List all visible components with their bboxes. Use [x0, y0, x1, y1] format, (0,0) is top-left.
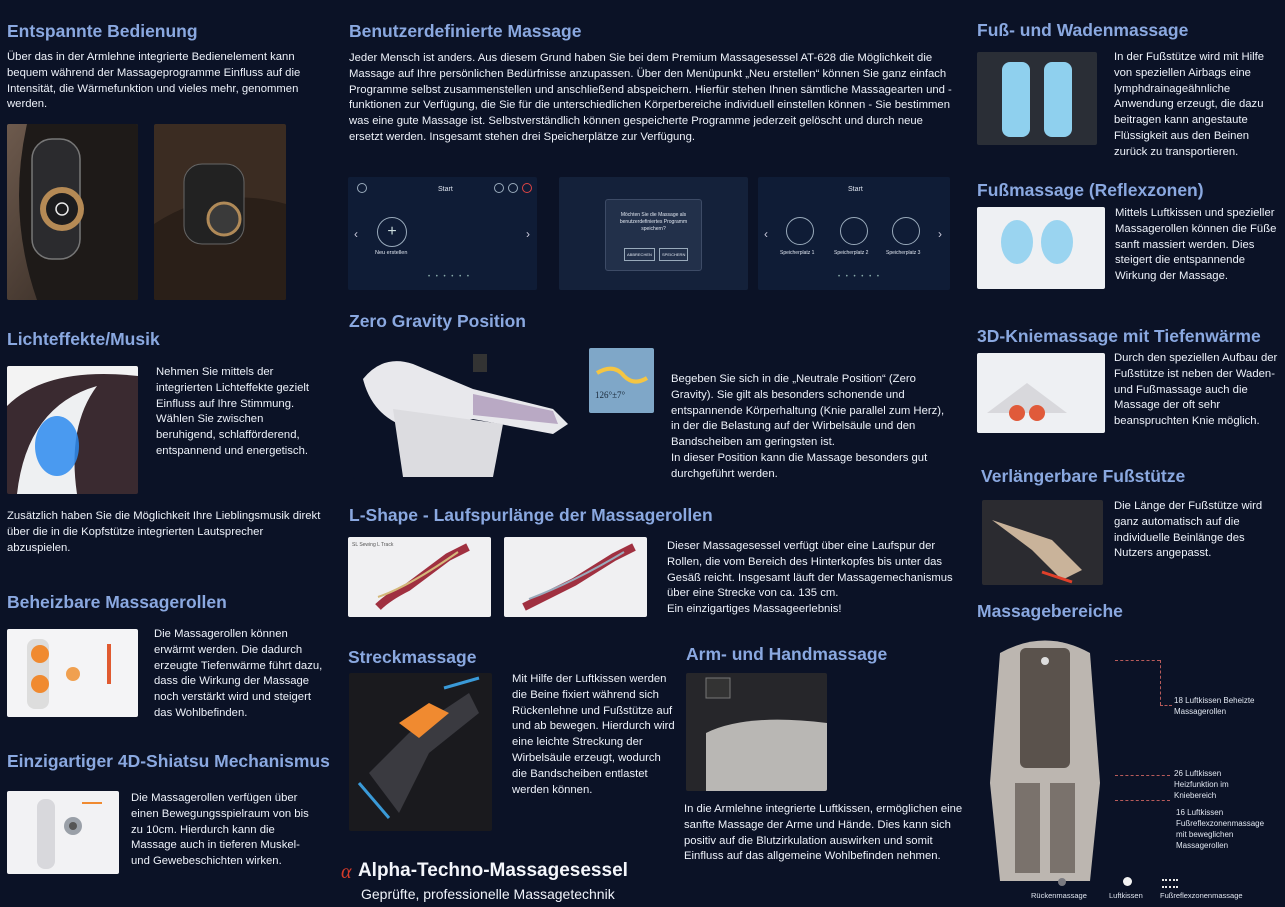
- power-icon: [522, 183, 532, 193]
- zero-text-1: Begeben Sie sich in die „Neutrale Position“ (Zero Gravity). Sie gilt als besonders schonende und entspannende Körperhaltung (Knie parallel zum Herz), in der die Belastung auf der Wirbelsäule und den Bandscheiben am geringsten ist.: [671, 373, 945, 449]
- light-effect-image: [7, 366, 138, 494]
- arm-text: In die Armlehne integrierte Luftkissen, ermöglichen eine sanfte Massage der Arme und Hände. Dies kann sich positiv auf die Blutzirkulation auswirken und somit Einfluss auf das allgemeine Wohlbefinden nehmen.: [684, 803, 963, 863]
- next-arrow-icon: ›: [526, 227, 530, 241]
- lshape-text: [667, 539, 967, 618]
- lshape-highlight: Ein einzigartiges Massageerlebnis!: [667, 603, 842, 616]
- fuss-waden-title: Fuß- und Wadenmassage: [977, 20, 1189, 40]
- dialog-cancel-button[interactable]: ABBRECHEN: [624, 248, 655, 261]
- beheizbar-title: Beheizbare Massagerollen: [7, 592, 227, 612]
- slot-3-label: Speicherplatz 3: [886, 250, 921, 256]
- ui-screen-new: [348, 177, 537, 290]
- slot-1-label: Speicherplatz 1: [780, 250, 815, 256]
- entspannte-text: Über das in der Armlehne integrierte Bedienelement kann bequem während der Massageprogramme Einfluss auf die Intensität, die Wärmefunktion und vieles mehr, genommen werden.: [7, 51, 301, 111]
- foot-calf-image: [977, 52, 1097, 145]
- reflex-title: Fußmassage (Reflexzonen): [977, 180, 1204, 200]
- shiatsu-text: Die Massagerollen verfügen über einen Bewegungsspielraum von bis zu 10cm. Hierdurch kann die Massage auch in tieferen Muskel- und Gewebeschichten wirken.: [131, 792, 309, 868]
- stretch-massage-image: [349, 673, 492, 831]
- airbag-dot-icon: [1123, 877, 1132, 886]
- back-massage-dot-icon: [1058, 878, 1066, 886]
- ui-screen-slots: [758, 177, 950, 290]
- reflex-text: Mittels Luftkissen und spezieller Massagerollen können die Füße sanft massiert werden. Dies steigert die entspannende Wirkung der Massage.: [1115, 207, 1277, 283]
- benutzer-title: Benutzerdefinierte Massage: [349, 21, 582, 41]
- l-track-label: SL Sewing L Track: [352, 542, 394, 548]
- dialog-text: Möchten Sie die Massage als benutzerdefiniertes Programm speichern?: [619, 212, 688, 232]
- foot-reflex-icon: [1162, 879, 1178, 888]
- callout-line: [1160, 660, 1161, 705]
- brand-tagline: Geprüfte, professionelle Massagetechnik: [361, 886, 615, 902]
- zero-text-2: In dieser Position kann die Massage besonders gut durchgeführt werden.: [671, 451, 928, 480]
- fuss-waden-text: In der Fußstütze wird mit Hilfe von speziellen Airbags eine lymphdrainageähnliche Anwendung erzeugt, die dazu beitragen kann angestaute Flüssigkeit aus den Beinen zurück zu transportieren.: [1114, 51, 1265, 158]
- remote-control-image-2: [154, 124, 286, 300]
- zero-angle: 126°±7°: [595, 390, 626, 400]
- knie-title: 3D-Kniemassage mit Tiefenwärme: [977, 326, 1261, 346]
- page-dots: • • • • • •: [838, 274, 881, 280]
- callout-line: [1160, 705, 1172, 706]
- heated-rollers-image: [7, 629, 138, 717]
- angle-diagram-image: [589, 348, 654, 413]
- zero-gravity-chair-image: [353, 349, 578, 479]
- screen1-label: Neu erstellen: [375, 250, 408, 256]
- callout-line: [1115, 800, 1170, 801]
- streck-title: Streckmassage: [348, 647, 477, 667]
- plus-icon: +: [377, 217, 407, 247]
- prev-arrow-icon: ‹: [764, 227, 768, 241]
- massage-areas-chair-image: [975, 633, 1115, 881]
- arm-massage-image: [686, 673, 827, 791]
- zero-title: Zero Gravity Position: [349, 311, 526, 331]
- callout-line: [1115, 660, 1160, 661]
- brand-logo: α: [341, 861, 352, 883]
- screen3-title: Start: [848, 186, 863, 193]
- user-icon: [892, 217, 920, 245]
- arm-title: Arm- und Handmassage: [686, 644, 888, 664]
- licht-extra-text: Zusätzlich haben Sie die Möglichkeit Ihre Lieblingsmusik direkt über die in die Kopfstütze integrierten Lautsprecher abzuspielen.: [7, 510, 321, 554]
- back-icon: [494, 183, 504, 193]
- home-icon: [508, 183, 518, 193]
- extendable-footrest-image: [982, 500, 1103, 585]
- prev-arrow-icon: ‹: [354, 227, 358, 241]
- brand-block: [341, 860, 651, 902]
- legend-foot-reflex: Fußreflexzonenmassage: [1160, 891, 1243, 900]
- screen1-title: Start: [438, 186, 453, 193]
- brand-name: Alpha-Techno-Massagesessel: [357, 860, 628, 881]
- next-arrow-icon: ›: [938, 227, 942, 241]
- legend-airbags: Luftkissen: [1109, 891, 1143, 900]
- ui-screen-dialog: [559, 177, 748, 290]
- l-track-image-2: [504, 537, 647, 617]
- label-back-airbags: 18 Luftkissen Beheizte Massagerollen: [1174, 696, 1255, 716]
- licht-title: Lichteffekte/Musik: [7, 329, 160, 349]
- verl-title: Verlängerbare Fußstütze: [981, 466, 1186, 486]
- gear-icon: [357, 183, 367, 193]
- verl-text: Die Länge der Fußstütze wird ganz automatisch auf die individuelle Beinlänge des Nutzers angepasst.: [1114, 500, 1263, 560]
- slot-2-label: Speicherplatz 2: [834, 250, 869, 256]
- user-icon: [840, 217, 868, 245]
- l-track-image-1: [348, 537, 491, 617]
- entspannte-title: Entspannte Bedienung: [7, 21, 198, 41]
- user-icon: [786, 217, 814, 245]
- foot-reflex-image: [977, 207, 1105, 289]
- shiatsu-mechanism-image: [7, 791, 119, 874]
- shiatsu-title: Einzigartiger 4D-Shiatsu Mechanismus: [7, 751, 330, 771]
- lshape-title: L-Shape - Laufspurlänge der Massagerollen: [349, 505, 713, 525]
- label-knee-airbags: 26 Luftkissen Heizfunktion im Kniebereich: [1174, 769, 1229, 800]
- page-dots: • • • • • •: [428, 274, 471, 280]
- benutzer-text: Jeder Mensch ist anders. Aus diesem Grund haben Sie bei dem Premium Massagesessel AT-628 die Möglichkeit die Massage auf Ihre persönlichen Bedürfnisse anzupassen. Über den Menüpunkt „Neu erstellen“ können Sie ganz einfach Programme selbst zusammenstellen und anschließend abspeichern. Hierfür stehen Ihnen sämtliche Massagearten und -funktionen zur Verfügung, die Sie für die unterschiedlichen Körperbereiche individuell einstellen können - Sie bestimmen was eine gute Massage ist. Selbstverständlich können gespeicherte Programme jederzeit gelöscht und durch neue ersetzt werden. Insgesamt stehen drei Speicherplätze zur Verfügung.: [349, 52, 952, 143]
- save-dialog: [605, 199, 702, 271]
- knee-massage-image: [977, 353, 1105, 433]
- zero-text: [671, 372, 956, 483]
- label-foot-airbags: 16 Luftkissen Fußreflexzonenmassage mit beweglichen Massagerollen: [1176, 808, 1265, 850]
- dialog-save-button[interactable]: SPEICHERN: [659, 248, 688, 261]
- callout-line: [1115, 775, 1170, 776]
- knie-text: Durch den speziellen Aufbau der Fußstütze ist neben der Waden- und Fußmassage auch die Massage der oft sehr beanspruchten Knie möglich.: [1114, 352, 1278, 428]
- remote-control-image-1: [7, 124, 138, 300]
- legend-back: Rückenmassage: [1031, 891, 1087, 900]
- licht-text: Nehmen Sie mittels der integrierten Lichteffekte gezielt Einfluss auf Ihre Stimmung. Wählen Sie zwischen beruhigend, schlafförderend, entspannend und energetisch.: [156, 366, 310, 457]
- streck-text: Mit Hilfe der Luftkissen werden die Beine fixiert während sich Rückenlehne und Fußstütze auf und ab bewegen. Hierdurch wird eine leichte Streckung der Wirbelsäule erzeugt, wodurch die Bandscheiben entlastet werden können.: [512, 673, 675, 796]
- bereiche-title: Massagebereiche: [977, 601, 1123, 621]
- lshape-text-body: Dieser Massagesessel verfügt über eine Laufspur der Rollen, die vom Bereich des Hinterkopfes bis unter das Gesäß reicht. Insgesamt läuft der Massagemechanismus über eine Strecke von ca. 135 cm.: [667, 540, 953, 600]
- beheizbar-text: Die Massagerollen können erwärmt werden. Die dadurch erzeugte Tiefenwärme führt dazu, dass die Wirkung der Massage noch verstärkt wird und steigert das Wohlbefinden.: [154, 628, 323, 719]
